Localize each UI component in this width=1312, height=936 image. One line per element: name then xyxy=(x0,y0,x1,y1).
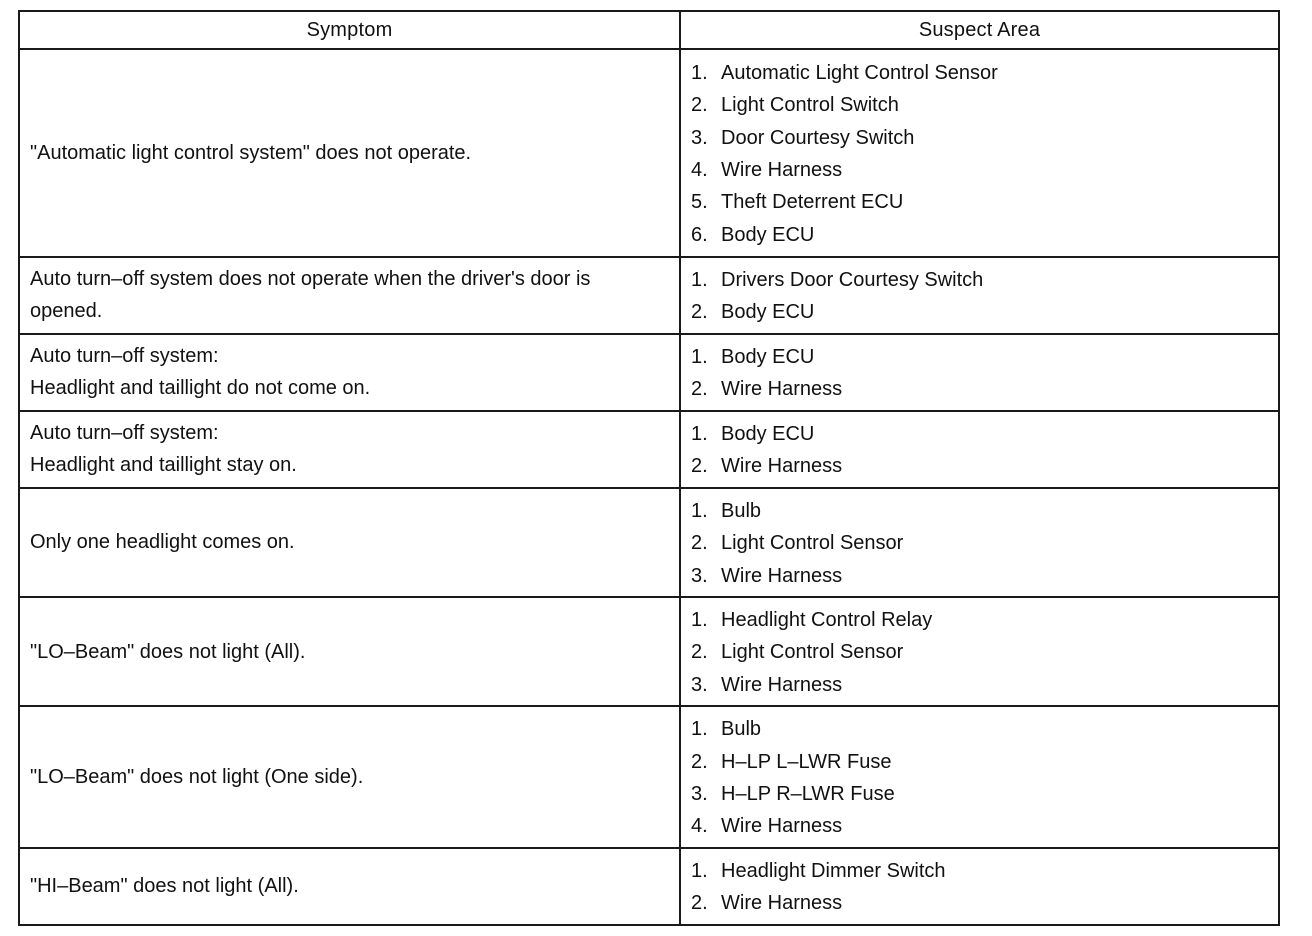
suspect-item-number: 3. xyxy=(691,783,708,806)
header-row xyxy=(19,11,1279,49)
symptom-text: Auto turn–off system: xyxy=(30,345,219,368)
suspect-item-label: Wire Harness xyxy=(721,378,843,401)
symptom-cell xyxy=(19,49,680,257)
suspect-item-number: 5. xyxy=(691,191,708,214)
suspect-item-label: Wire Harness xyxy=(721,673,843,696)
suspect-item-number: 3. xyxy=(691,564,708,587)
symptom-text: Only one headlight comes on. xyxy=(30,531,295,554)
symptom-text: Headlight and taillight stay on. xyxy=(30,454,297,477)
suspect-item-label: Body ECU xyxy=(721,345,815,368)
suspect-area-cell xyxy=(680,848,1279,925)
suspect-item-label: Drivers Door Courtesy Switch xyxy=(721,269,984,291)
suspect-item xyxy=(691,219,1268,251)
suspect-item xyxy=(691,778,1268,810)
table-row xyxy=(19,257,1279,334)
suspect-item-label: H–LP L–LWR Fuse xyxy=(721,750,892,773)
suspect-list xyxy=(691,495,1268,592)
suspect-item-number: 1. xyxy=(691,422,708,445)
suspect-item xyxy=(691,264,1268,296)
suspect-item-number: 1. xyxy=(691,345,708,368)
suspect-item-number: 2. xyxy=(691,750,708,773)
suspect-item-number: 2. xyxy=(691,455,708,478)
suspect-item-label: Body ECU xyxy=(721,301,815,324)
suspect-item xyxy=(691,669,1268,701)
table-row xyxy=(19,706,1279,848)
suspect-item-number: 4. xyxy=(691,815,708,838)
suspect-item-number: 1. xyxy=(691,269,708,291)
suspect-item xyxy=(691,373,1268,405)
suspect-item xyxy=(691,341,1268,373)
suspect-item xyxy=(691,527,1268,559)
symptom-text: Headlight and taillight do not come on. xyxy=(30,377,371,400)
suspect-item-label: Light Control Sensor xyxy=(721,532,904,555)
table-row xyxy=(19,334,1279,411)
suspect-item-number: 2. xyxy=(691,378,708,401)
suspect-list xyxy=(691,713,1268,843)
suspect-item-label: Bulb xyxy=(721,499,762,522)
suspect-area-cell xyxy=(680,706,1279,848)
suspect-item-label: Light Control Sensor xyxy=(721,641,904,664)
suspect-list xyxy=(691,855,1268,920)
suspect-item-label: Automatic Light Control Sensor xyxy=(721,61,998,84)
suspect-item xyxy=(691,89,1268,121)
suspect-item-number: 6. xyxy=(691,223,708,246)
symptom-cell xyxy=(19,706,680,848)
suspect-area-cell xyxy=(680,488,1279,597)
suspect-item xyxy=(691,122,1268,154)
suspect-item-number: 2. xyxy=(691,301,708,324)
symptom-text: "Automatic light control system" does not operate. xyxy=(30,142,472,164)
suspect-item-label: Wire Harness xyxy=(721,815,843,838)
suspect-item xyxy=(691,450,1268,482)
table-row xyxy=(19,411,1279,488)
suspect-item xyxy=(691,495,1268,527)
symptom-text: Auto turn–off system: xyxy=(30,422,219,445)
suspect-item-label: Body ECU xyxy=(721,223,815,246)
suspect-item-label: Headlight Dimmer Switch xyxy=(721,859,946,882)
symptom-cell xyxy=(19,488,680,597)
symptom-cell xyxy=(19,848,680,925)
suspect-item xyxy=(691,560,1268,592)
suspect-item xyxy=(691,855,1268,887)
suspect-item-label: Wire Harness xyxy=(721,892,843,915)
table-row xyxy=(19,488,1279,597)
suspect-list xyxy=(691,604,1268,701)
suspect-area-cell xyxy=(680,257,1279,334)
suspect-item-label: Body ECU xyxy=(721,422,815,445)
suspect-item-label: Wire Harness xyxy=(721,159,843,181)
suspect-item xyxy=(691,713,1268,745)
suspect-item-number: 4. xyxy=(691,159,708,181)
suspect-item xyxy=(691,746,1268,778)
suspect-area-header: Suspect Area xyxy=(680,11,1279,49)
suspect-item xyxy=(691,604,1268,636)
suspect-item-number: 1. xyxy=(691,499,708,522)
suspect-item xyxy=(691,636,1268,668)
suspect-item-number: 2. xyxy=(691,641,708,664)
suspect-list xyxy=(691,264,1268,329)
suspect-item-label: Headlight Control Relay xyxy=(721,609,933,632)
table-row xyxy=(19,848,1279,925)
table-row xyxy=(19,49,1279,257)
suspect-item xyxy=(691,887,1268,919)
suspect-item-number: 1. xyxy=(691,61,708,84)
suspect-item xyxy=(691,810,1268,842)
suspect-item-number: 3. xyxy=(691,126,708,149)
suspect-item xyxy=(691,418,1268,450)
suspect-item-number: 2. xyxy=(691,892,708,915)
suspect-item-number: 2. xyxy=(691,532,708,555)
suspect-list xyxy=(691,418,1268,483)
suspect-item-number: 1. xyxy=(691,718,708,741)
symptom-cell xyxy=(19,334,680,411)
symptom-text: opened. xyxy=(30,300,103,323)
suspect-item-number: 2. xyxy=(691,94,708,117)
suspect-item-label: Light Control Switch xyxy=(721,94,899,117)
suspect-area-cell xyxy=(680,597,1279,706)
symptom-text: "LO–Beam" does not light (All). xyxy=(30,640,306,663)
suspect-item xyxy=(691,57,1268,89)
symptom-cell xyxy=(19,257,680,334)
suspect-item xyxy=(691,154,1268,186)
suspect-item-number: 1. xyxy=(691,609,708,632)
symptom-cell xyxy=(19,597,680,706)
symptom-header: Symptom xyxy=(19,11,680,49)
symptom-text: "LO–Beam" does not light (One side). xyxy=(30,766,364,789)
symptom-text: "HI–Beam" does not light (All). xyxy=(30,875,299,898)
symptom-cell xyxy=(19,411,680,488)
suspect-item xyxy=(691,186,1268,218)
suspect-item-label: Door Courtesy Switch xyxy=(721,126,915,149)
troubleshooting-table xyxy=(18,10,1280,926)
suspect-list xyxy=(691,341,1268,406)
suspect-item-number: 1. xyxy=(691,859,708,882)
suspect-area-cell xyxy=(680,334,1279,411)
suspect-item-label: Wire Harness xyxy=(721,564,843,587)
suspect-list xyxy=(691,57,1268,251)
table-body xyxy=(19,49,1279,925)
symptom-text: Auto turn–off system does not operate when the driver's door is xyxy=(30,268,591,291)
suspect-item-label: Wire Harness xyxy=(721,455,843,478)
suspect-item-label: Theft Deterrent ECU xyxy=(721,191,904,214)
suspect-item-number: 3. xyxy=(691,673,708,696)
suspect-item-label: H–LP R–LWR Fuse xyxy=(721,783,895,806)
table-row xyxy=(19,597,1279,706)
suspect-item xyxy=(691,296,1268,328)
suspect-area-cell xyxy=(680,49,1279,257)
suspect-area-cell xyxy=(680,411,1279,488)
suspect-item-label: Bulb xyxy=(721,718,762,741)
